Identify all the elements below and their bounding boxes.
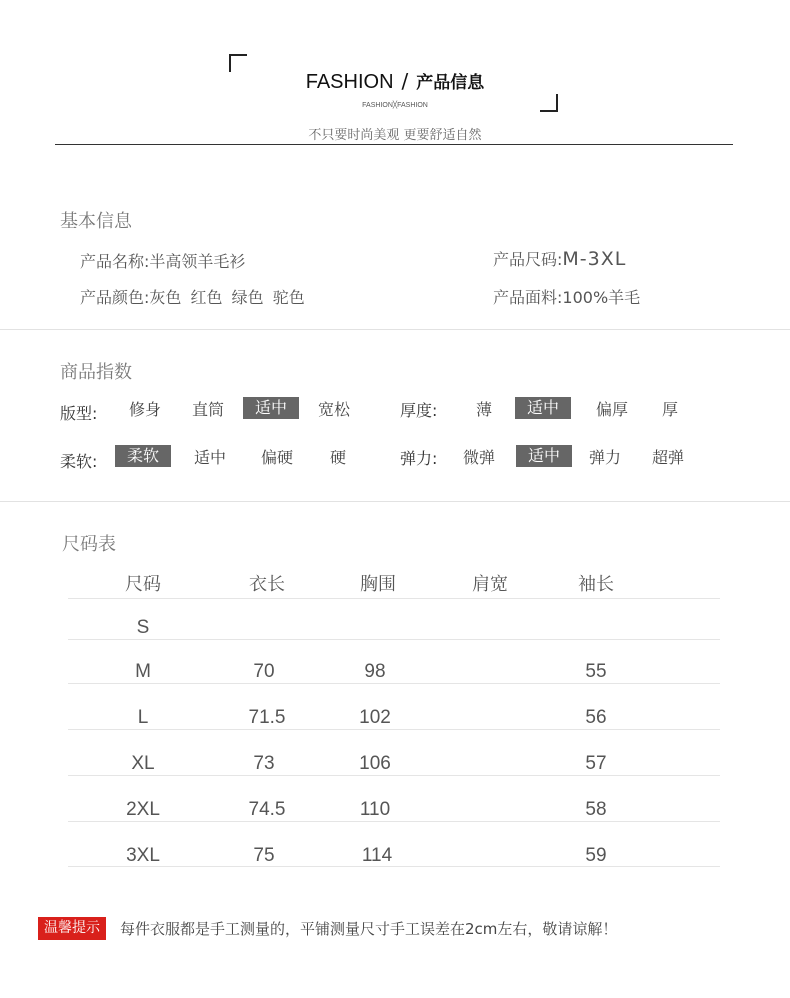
table-cell: 114 (361, 845, 393, 866)
table-cell: S (136, 617, 150, 638)
color-option: 驼色 (272, 288, 305, 307)
title-english: FASHION (305, 71, 394, 93)
table-cell: M (135, 661, 151, 682)
softness-option: 适中 (193, 448, 226, 467)
table-cell: 71.5 (248, 707, 286, 728)
title-separator: / (401, 69, 409, 93)
product-name (80, 249, 245, 272)
table-cell: L (137, 707, 149, 728)
table-cell: 2XL (126, 799, 160, 820)
product-name-label: 产品名称: (80, 252, 150, 271)
table-header-cell: 胸围 (360, 574, 396, 595)
elasticity-option: 超弹 (651, 448, 684, 467)
header-divider (55, 144, 733, 145)
product-size-label: 产品尺码: (493, 250, 563, 269)
table-cell: 74.5 (248, 799, 286, 820)
table-cell: 73 (253, 753, 275, 774)
product-name-value: 半高领羊毛衫 (149, 252, 246, 271)
fit-option: 宽松 (317, 400, 350, 419)
measurement-note: 每件衣服都是手工测量的，平铺测量尺寸手工误差在2cm左右，敬请谅解！ (120, 920, 618, 938)
table-header-cell: 袖长 (578, 574, 614, 595)
table-row-divider (68, 775, 720, 776)
basic-info-title: 基本信息 (60, 211, 132, 232)
thickness-option: 厚 (661, 400, 678, 419)
color-option: 灰色 (149, 288, 182, 307)
product-size-value: M-3XL (562, 248, 627, 270)
table-row-divider (68, 639, 720, 640)
product-color (80, 285, 305, 308)
fit-option-selected: 适中 (243, 397, 299, 419)
table-row-divider (68, 598, 720, 599)
table-header-cell: 衣长 (249, 574, 285, 595)
thickness-option: 薄 (475, 400, 492, 419)
color-option: 红色 (190, 288, 223, 307)
table-row-divider (68, 729, 720, 730)
table-cell: 110 (359, 799, 391, 820)
table-header-cell: 肩宽 (472, 574, 508, 595)
table-row-divider (68, 683, 720, 684)
product-material (493, 285, 640, 308)
title-small-text: FASHION╳FASHION (362, 102, 428, 109)
size-table-title: 尺码表 (62, 534, 116, 555)
warm-tip-badge: 温馨提示 (38, 917, 106, 940)
table-cell: 58 (585, 799, 607, 820)
softness-option: 硬 (329, 448, 346, 467)
fit-label: 版型: (60, 404, 98, 423)
table-cell: 57 (585, 753, 607, 774)
fit-option: 修身 (128, 400, 161, 419)
product-color-label: 产品颜色: (80, 288, 150, 307)
table-cell: XL (131, 753, 155, 774)
table-cell: 70 (253, 661, 275, 682)
product-material-value: 100%羊毛 (562, 288, 641, 307)
section-divider (0, 329, 790, 330)
table-cell: 59 (585, 845, 607, 866)
table-row-divider (68, 866, 720, 867)
table-header-cell: 尺码 (125, 574, 161, 595)
table-cell: 102 (359, 707, 391, 728)
elasticity-option-selected: 适中 (516, 445, 572, 467)
page-subtitle: 不只要时尚美观 更要舒适自然 (308, 128, 482, 143)
table-cell: 106 (359, 753, 391, 774)
table-row-divider (68, 821, 720, 822)
thickness-option: 偏厚 (595, 400, 628, 419)
table-cell: 55 (585, 661, 607, 682)
table-cell: 3XL (126, 845, 160, 866)
product-size (493, 247, 626, 270)
softness-label: 柔软: (60, 452, 98, 471)
fit-option: 直筒 (191, 400, 224, 419)
softness-option-selected: 柔软 (115, 445, 171, 467)
thickness-option-selected: 适中 (515, 397, 571, 419)
elasticity-option: 微弹 (462, 448, 495, 467)
title-chinese: 产品信息 (416, 73, 485, 93)
color-option: 绿色 (231, 288, 264, 307)
table-cell: 75 (253, 845, 275, 866)
table-cell: 56 (585, 707, 607, 728)
section-divider (0, 501, 790, 502)
corner-bracket-bottom-right (540, 94, 558, 112)
page-title (0, 68, 790, 94)
product-material-label: 产品面料: (493, 288, 563, 307)
elasticity-label: 弹力: (400, 449, 438, 468)
thickness-label: 厚度: (400, 401, 438, 420)
softness-option: 偏硬 (260, 448, 293, 467)
indices-title: 商品指数 (60, 362, 132, 383)
elasticity-option: 弹力 (588, 448, 621, 467)
table-cell: 98 (364, 661, 386, 682)
